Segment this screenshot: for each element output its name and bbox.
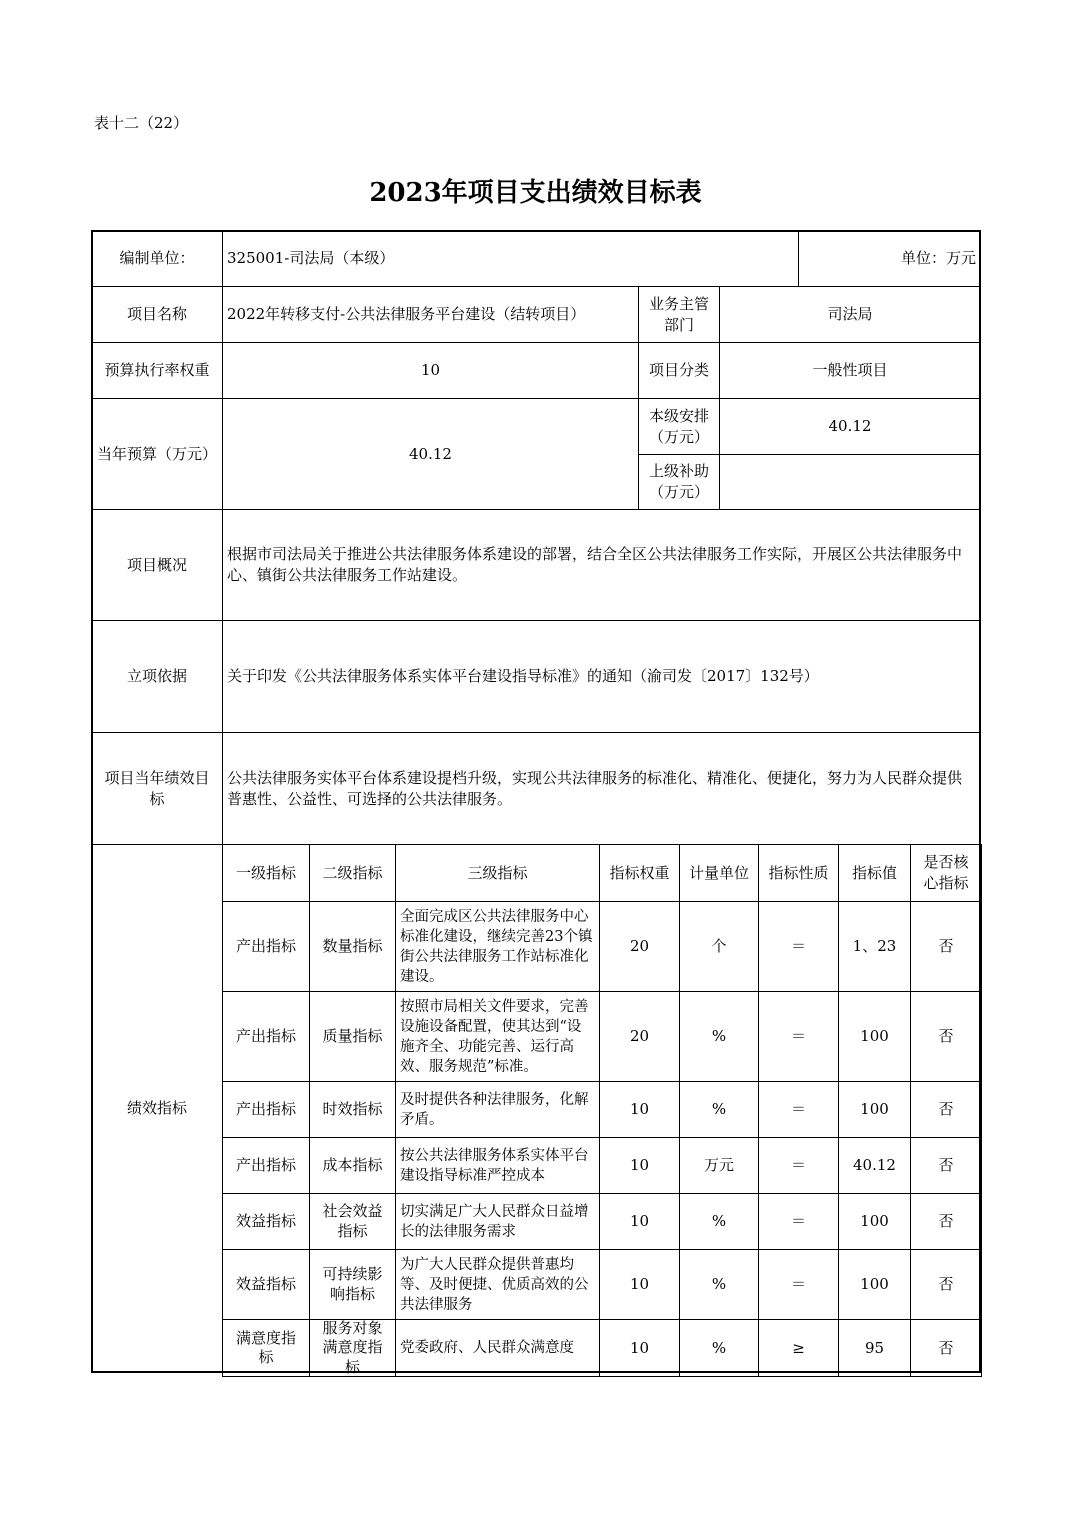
indicator-header-weight: 指标权重 <box>599 844 680 902</box>
indicator-header-core: 是否核心指标 <box>910 844 982 902</box>
indicator-row-1-level2: 数量指标 <box>309 901 396 992</box>
indicator-row-3-level1: 产出指标 <box>222 1081 310 1138</box>
dept-label: 业务主管部门 <box>638 286 720 343</box>
exec-weight-value: 10 <box>222 342 639 399</box>
indicator-row-1-level1: 产出指标 <box>222 901 310 992</box>
basis-label: 立项依据 <box>91 620 223 733</box>
upper-subsidy-label: 上级补助（万元） <box>638 454 720 510</box>
indicator-row-3-unit: % <box>679 1081 759 1138</box>
indicator-row-6-level2: 可持续影响指标 <box>309 1249 396 1320</box>
project-name-value: 2022年转移支付-公共法律服务平台建设（结转项目） <box>222 286 639 343</box>
indicator-row-5-core: 否 <box>910 1193 982 1250</box>
indicator-header-nature: 指标性质 <box>758 844 839 902</box>
indicator-row-1-level3: 全面完成区公共法律服务中心标准化建设，继续完善23个镇街公共法律服务工作站标准化建设。 <box>395 901 600 992</box>
indicator-row-2-unit: % <box>679 991 759 1082</box>
indicator-row-1-weight: 20 <box>599 901 680 992</box>
indicator-row-5-nature: ＝ <box>758 1193 839 1250</box>
indicator-row-6-weight: 10 <box>599 1249 680 1320</box>
money-unit: 单位：万元 <box>798 230 981 287</box>
indicator-row-3-value: 100 <box>838 1081 911 1138</box>
indicator-row-7-unit: % <box>679 1319 759 1377</box>
category-label: 项目分类 <box>638 342 720 399</box>
indicator-header-level2: 二级指标 <box>309 844 396 902</box>
indicator-row-4-value: 40.12 <box>838 1137 911 1194</box>
indicator-row-3-level2: 时效指标 <box>309 1081 396 1138</box>
indicator-header-unit: 计量单位 <box>679 844 759 902</box>
indicator-row-4-weight: 10 <box>599 1137 680 1194</box>
indicator-row-5-unit: % <box>679 1193 759 1250</box>
upper-subsidy-value <box>719 454 981 510</box>
indicator-row-7-core: 否 <box>910 1319 982 1377</box>
indicator-row-6-core: 否 <box>910 1249 982 1320</box>
indicator-row-2-level2: 质量指标 <box>309 991 396 1082</box>
indicator-row-2-value: 100 <box>838 991 911 1082</box>
indicator-row-2-level1: 产出指标 <box>222 991 310 1082</box>
indicator-row-1-core: 否 <box>910 901 982 992</box>
level-arrange-value: 40.12 <box>719 398 981 455</box>
indicator-row-7-level1: 满意度指标 <box>222 1319 310 1377</box>
goal-label: 项目当年绩效目标 <box>91 732 223 845</box>
dept-value: 司法局 <box>719 286 981 343</box>
indicator-row-6-level1: 效益指标 <box>222 1249 310 1320</box>
indicator-row-5-value: 100 <box>838 1193 911 1250</box>
indicator-row-4-nature: ＝ <box>758 1137 839 1194</box>
unit-value: 325001-司法局（本级） <box>222 230 799 287</box>
indicator-row-7-level3: 党委政府、人民群众满意度 <box>395 1319 600 1377</box>
level-arrange-label: 本级安排（万元） <box>638 398 720 455</box>
indicator-row-2-level3: 按照市局相关文件要求，完善设施设备配置，使其达到“设施齐全、功能完善、运行高效、服务规范”标准。 <box>395 991 600 1082</box>
indicator-header-level1: 一级指标 <box>222 844 310 902</box>
indicator-row-1-unit: 个 <box>679 901 759 992</box>
indicator-row-3-level3: 及时提供各种法律服务，化解矛盾。 <box>395 1081 600 1138</box>
indicator-row-5-weight: 10 <box>599 1193 680 1250</box>
overview-label: 项目概况 <box>91 509 223 621</box>
indicator-row-6-nature: ＝ <box>758 1249 839 1320</box>
indicator-row-5-level1: 效益指标 <box>222 1193 310 1250</box>
indicator-row-1-value: 1、23 <box>838 901 911 992</box>
indicator-row-5-level2: 社会效益指标 <box>309 1193 396 1250</box>
page-title: 2023年项目支出绩效目标表 <box>369 178 702 208</box>
unit-label: 编制单位： <box>91 230 223 287</box>
indicator-row-2-nature: ＝ <box>758 991 839 1082</box>
indicator-row-4-core: 否 <box>910 1137 982 1194</box>
indicator-header-value: 指标值 <box>838 844 911 902</box>
indicator-header-level3: 三级指标 <box>395 844 600 902</box>
indicator-row-6-level3: 为广大人民群众提供普惠均等、及时便捷、优质高效的公共法律服务 <box>395 1249 600 1320</box>
goal-value: 公共法律服务实体平台体系建设提档升级，实现公共法律服务的标准化、精准化、便捷化，努力为人民群众提供普惠性、公益性、可选择的公共法律服务。 <box>222 732 981 845</box>
exec-weight-label: 预算执行率权重 <box>91 342 223 399</box>
indicator-row-1-nature: ＝ <box>758 901 839 992</box>
indicator-row-4-unit: 万元 <box>679 1137 759 1194</box>
indicator-row-7-level2: 服务对象满意度指标 <box>309 1319 396 1377</box>
category-value: 一般性项目 <box>719 342 981 399</box>
indicator-row-7-nature: ≥ <box>758 1319 839 1377</box>
indicator-row-4-level3: 按公共法律服务体系实体平台建设指导标准严控成本 <box>395 1137 600 1194</box>
project-name-label: 项目名称 <box>91 286 223 343</box>
indicator-row-6-unit: % <box>679 1249 759 1320</box>
indicator-row-3-core: 否 <box>910 1081 982 1138</box>
budget-value: 40.12 <box>222 398 639 510</box>
perf-label: 绩效指标 <box>91 844 223 1373</box>
indicator-row-7-value: 95 <box>838 1319 911 1377</box>
indicator-row-3-nature: ＝ <box>758 1081 839 1138</box>
indicator-row-2-weight: 20 <box>599 991 680 1082</box>
form-number: 表十二（22） <box>94 114 189 132</box>
indicator-row-2-core: 否 <box>910 991 982 1082</box>
indicator-row-6-value: 100 <box>838 1249 911 1320</box>
basis-value: 关于印发《公共法律服务体系实体平台建设指导标准》的通知（渝司发〔2017〕132号） <box>222 620 981 733</box>
indicator-row-3-weight: 10 <box>599 1081 680 1138</box>
indicator-row-7-weight: 10 <box>599 1319 680 1377</box>
indicator-row-4-level1: 产出指标 <box>222 1137 310 1194</box>
budget-label: 当年预算（万元） <box>91 398 223 510</box>
indicator-row-5-level3: 切实满足广大人民群众日益增长的法律服务需求 <box>395 1193 600 1250</box>
indicator-row-4-level2: 成本指标 <box>309 1137 396 1194</box>
overview-value: 根据市司法局关于推进公共法律服务体系建设的部署，结合全区公共法律服务工作实际，开展区公共法律服务中心、镇街公共法律服务工作站建设。 <box>222 509 981 621</box>
